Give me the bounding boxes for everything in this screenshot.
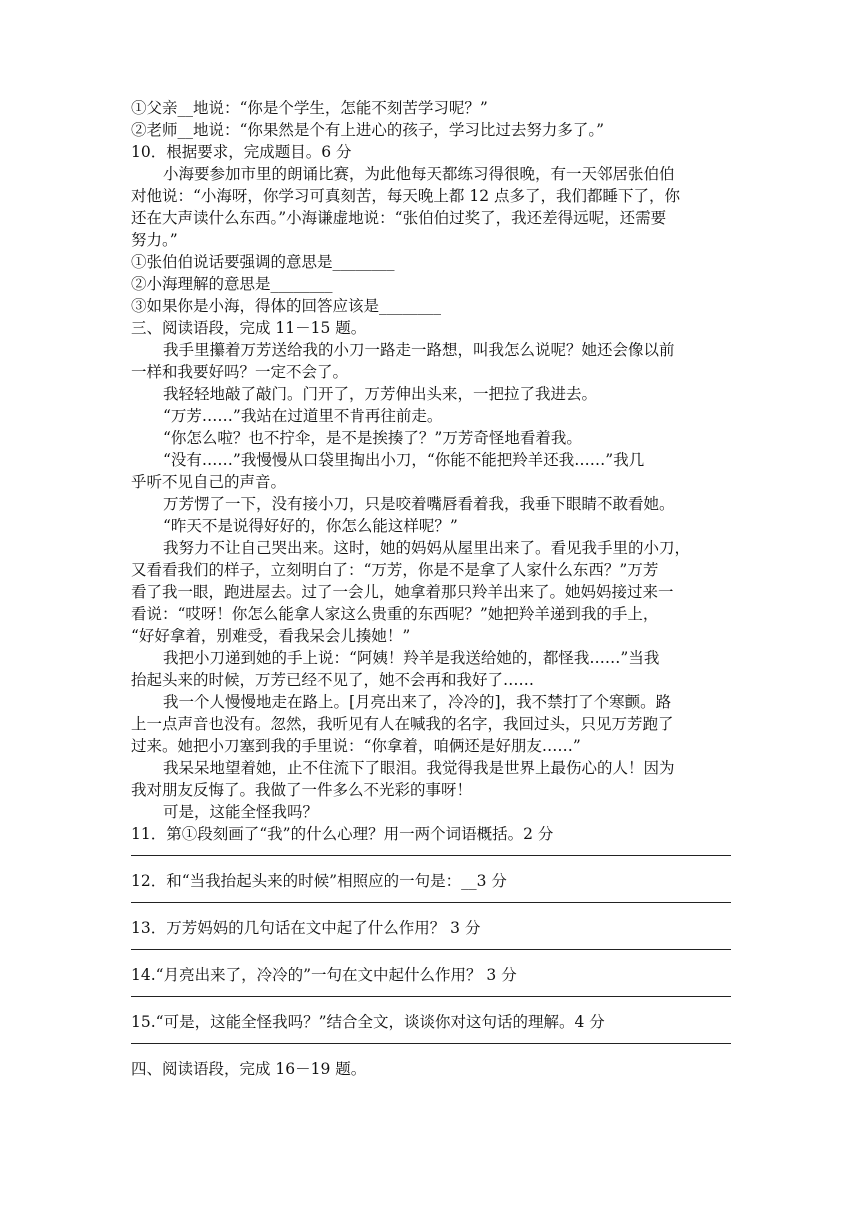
passage-line: 抬起头来的时候，万芳已经不见了，她不会再和我好了……	[131, 671, 535, 689]
reading-passage	[131, 339, 731, 823]
question-list	[131, 823, 731, 1044]
paragraph-line: 小海要参加市里的朗诵比赛，为此他每天都练习得很晚，有一天邻居张伯伯	[163, 165, 675, 183]
passage-line: 乎听不见自己的声音。	[131, 473, 287, 491]
text-line: ②老师__地说：“你果然是个有上进心的孩子，学习比过去努力多了。”	[131, 121, 605, 139]
answer-line[interactable]	[131, 845, 731, 856]
passage-line: 我手里攥着万芳送给我的小刀一路走一路想，叫我怎么说呢？她还会像以前	[163, 341, 675, 359]
document-page	[131, 97, 731, 1080]
passage-line: “万芳……”我站在过道里不肯再往前走。	[163, 407, 443, 425]
passage-line: 又看看我们的样子，立刻明白了：“万芳，你是不是拿了人家什么东西？”万芳	[131, 561, 659, 579]
answer-line[interactable]	[131, 986, 731, 997]
passage-line: 我努力不让自己哭出来。这时，她的妈妈从屋里出来了。看见我手里的小刀，	[163, 539, 691, 557]
paragraph-line: 努力。”	[131, 231, 178, 249]
passage-line: 我对朋友反悔了。我做了一件多么不光彩的事呀！	[131, 781, 473, 799]
question-11: 11．第①段刻画了“我”的什么心理？用一两个词语概括。2 分	[131, 825, 554, 843]
passage-line: 万芳愣了一下，没有接小刀，只是咬着嘴唇看着我，我垂下眼睛不敢看她。	[163, 495, 675, 513]
passage-line: 我一个人慢慢地走在路上。[月亮出来了，冷冷的]，我不禁打了个寒颤。路	[163, 693, 672, 711]
passage-line: “没有……”我慢慢从口袋里掏出小刀，“你能不能把羚羊还我……”我几	[163, 451, 645, 469]
answer-line[interactable]	[131, 939, 731, 950]
passage-line: “你怎么啦？也不拧伞，是不是挨揍了？”万芳奇怪地看着我。	[163, 429, 582, 447]
section-heading: 三、阅读语段，完成 11－15 题。	[131, 319, 367, 337]
passage-line: 过来。她把小刀塞到我的手里说：“你拿着，咱俩还是好朋友……”	[131, 737, 581, 755]
question-12: 12．和“当我抬起头来的时候”相照应的一句是：__3 分	[131, 872, 507, 890]
question-14: 14.“月亮出来了，冷冷的”一句在文中起什么作用？ 3 分	[131, 966, 517, 984]
passage-line: “昨天不是说得好好的，你怎么能这样呢？”	[163, 517, 458, 535]
passage-line: 看了我一眼，跑进屋去。过了一会儿，她拿着那只羚羊出来了。她妈妈接过来一	[131, 583, 674, 601]
answer-line[interactable]	[131, 1033, 731, 1044]
text-line: ①父亲__地说：“你是个学生，怎能不刻苦学习呢？”	[131, 99, 488, 117]
passage-line: 我呆呆地望着她，止不住流下了眼泪。我觉得我是世界上最伤心的人！因为	[163, 759, 675, 777]
sub-question: ①张伯伯说话要强调的意思是________	[131, 253, 395, 271]
sub-question: ③如果你是小海，得体的回答应该是________	[131, 297, 442, 315]
question-15: 15.“可是，这能全怪我吗？”结合全文，谈谈你对这句话的理解。4 分	[131, 1013, 605, 1031]
question-heading: 10．根据要求，完成题目。6 分	[131, 143, 352, 161]
passage-line: “好好拿着，别难受，看我呆会儿揍她！”	[131, 627, 411, 645]
passage-line: 我把小刀递到她的手上说：“阿姨！羚羊是我送给她的，都怪我……”当我	[163, 649, 660, 667]
sub-question: ②小海理解的意思是________	[131, 275, 333, 293]
section-heading: 四、阅读语段，完成 16－19 题。	[131, 1060, 367, 1078]
passage-line: 一样和我要好吗？一定不会了。	[131, 363, 349, 381]
passage-line: 上一点声音也没有。忽然，我听见有人在喊我的名字，我回过头，只见万芳跑了	[131, 715, 674, 733]
question-13: 13．万芳妈妈的几句话在文中起了什么作用？ 3 分	[131, 919, 481, 937]
passage-line: 可是，这能全怪我吗？	[163, 803, 319, 821]
paragraph-line: 对他说：“小海呀，你学习可真刻苦，每天晚上都 12 点多了，我们都睡下了，你	[131, 187, 681, 205]
passage-line: 我轻轻地敲了敲门。门开了，万芳伸出头来，一把拉了我进去。	[163, 385, 598, 403]
answer-line[interactable]	[131, 892, 731, 903]
passage-line: 看说：“哎呀！你怎么能拿人家这么贵重的东西呢？”她把羚羊递到我的手上，	[131, 605, 659, 623]
paragraph-line: 还在大声读什么东西。”小海谦虚地说：“张伯伯过奖了，我还差得远呢，还需要	[131, 209, 667, 227]
